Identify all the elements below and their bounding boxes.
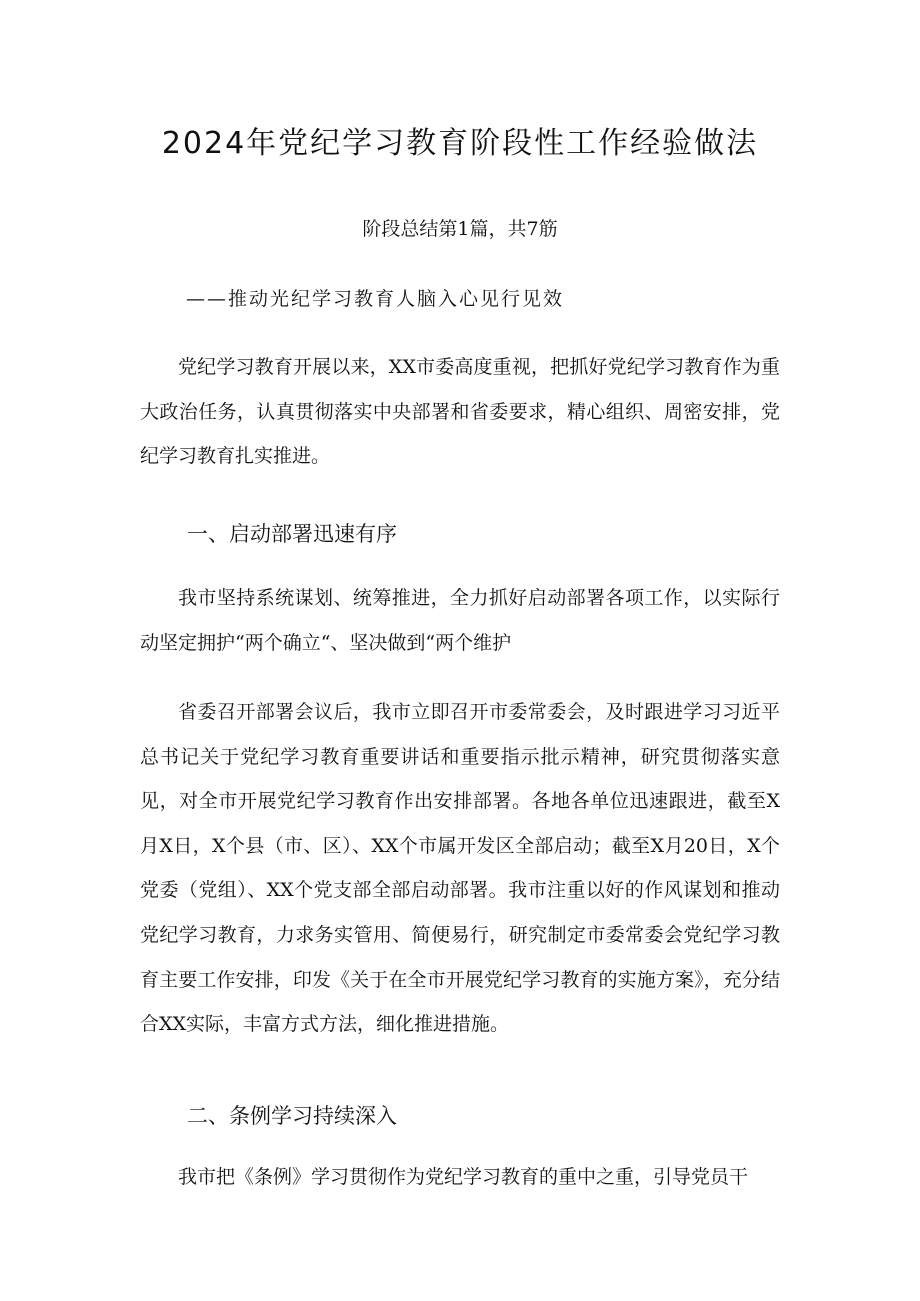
section-heading-2: 二、条例学习持续深入 <box>187 1104 397 1128</box>
section-2-paragraph-1: 我市把《条例》学习贯彻作为党纪学习教育的重中之重，引导党员干 <box>178 1166 749 1188</box>
document-subtitle: 阶段总结第1篇，共7筋 <box>362 218 558 240</box>
document-title: 2024年党纪学习教育阶段性工作经验做法 <box>161 126 759 161</box>
section-1-paragraph-1: 我市坚持系统谋划、统筹推进，全力抓好启动部署各项工作，以实际行动坚定拥护“两个确立“、坚决做到“两个维护 <box>140 587 780 654</box>
intro-paragraph: 党纪学习教育开展以来，XX市委高度重视，把抓好党纪学习教育作为重大政治任务，认真贯彻落实中央部署和省委要求，精心组织、周密安排，党纪学习教育扎实推进。 <box>140 356 780 468</box>
section-1-paragraph-2: 省委召开部署会议后，我市立即召开市委常委会，及时跟进学习习近平总书记关于党纪学习教育重要讲话和重要指示批示精神，研究贯彻落实意见，对全市开展党纪学习教育作出安排部署。各地各单位迅速跟进，截至X月X日，X个县（市、区）、XX个市属开发区全部启动；截至X月20日，X个党委（党组）、XX个党支部全部启动部署。我市注重以好的作风谋划和推动党纪学习教育，力求务实管用、简便易行，研究制定市委常委会党纪学习教育主要工作安排，印发《关于在全市开展党纪学习教育的实施方案》，充分结合XX实际，丰富方式方法，细化推进措施。 <box>140 701 780 1036</box>
document-tagline: ——推动光纪学习教育人脑入心见行见效 <box>186 288 565 310</box>
section-heading-1: 一、启动部署迅速有序 <box>187 522 397 546</box>
